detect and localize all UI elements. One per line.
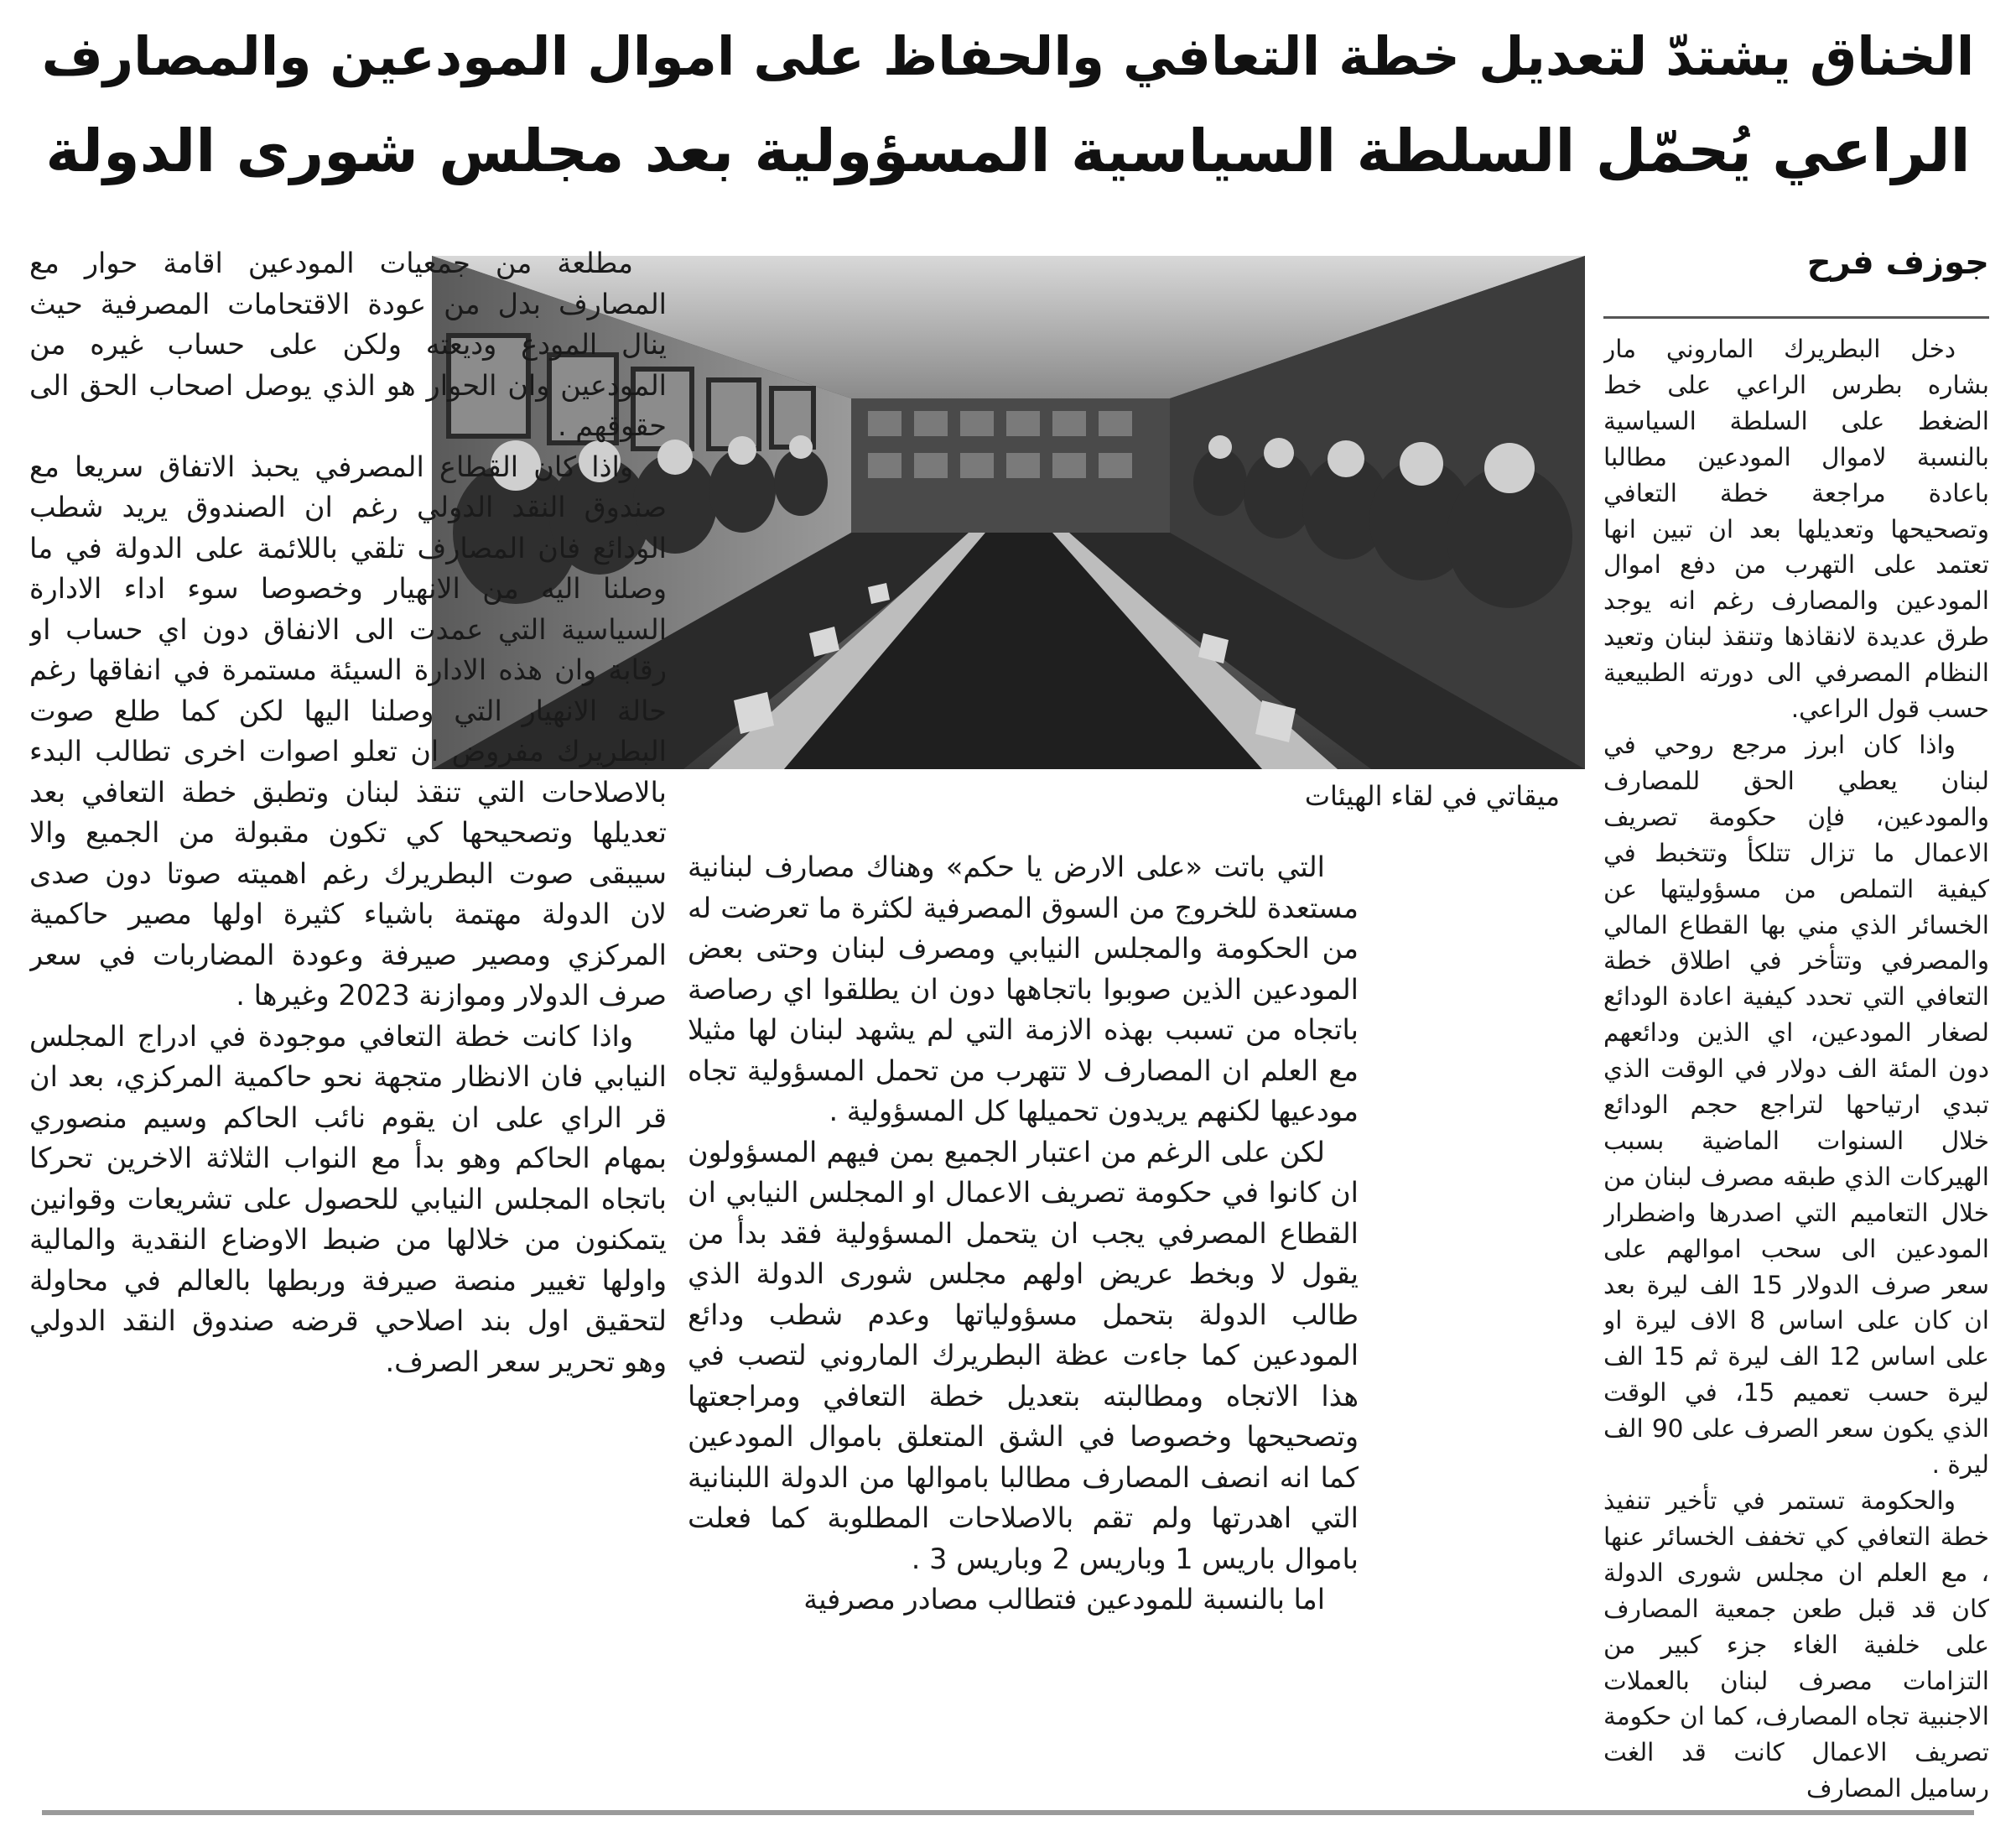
paragraph: واذا كانت خطة التعافي موجودة في ادراج المجلس النيابي فان الانظار متجهة نحو حاكمية المركزي، بعد ان قر الراي على ان يقوم نائب الحاكم وسيم منصوري بمهام الحاكم وهو بدأ مع النواب الثلاثة الاخرين تحركا باتجاه المجلس النيابي للحصول على تشريعات وقوانين يتمكنون من خلالها من ضبط الاوضاع النقدية والمالية واولها تغيير منصة صيرفة وربطها بالعالم في محاولة لتحقيق اول بند اصلاحي قرضه صندوق النقد الدولي وهو تحرير سعر الصرف. (29, 1019, 667, 1378)
paragraph: لكن على الرغم من اعتبار الجميع بمن فيهم المسؤولون ان كانوا في حكومة تصريف الاعمال او المجلس النيابي ان القطاع المصرفي يجب ان يتحمل المسؤولية فقد بدأ من يقول لا وبخط عريض اولهم مجلس شورى الدولة الذي طالب الدولة بتحمل مسؤولياتها وعدم شطب ودائع المودعين كما جاءت عظة البطريرك الماروني لتصب في هذا الاتجاه ومطالبته بتعديل خطة التعافي ومراجعتها وتصحيحها وخصوصا في الشق المتعلق باموال المودعين كما انه انصف المصارف مطالبا باموالها من الدولة اللبنانية التي اهدرتها ولم تقم بالاصلاحات المطلوبة كما فعلت باموال باريس 1 وباريس 2 وباريس 3 . (688, 1135, 1359, 1575)
paragraph: واذا كان ابرز مرجع روحي في لبنان يعطي الحق للمصارف والمودعين، فإن حكومة تصريف الاعمال ما تزال تتلكأ وتتخبط في كيفية التملص من مسؤوليتها عن الخسائر الذي مني بها القطاع المالي والمصرفي وتتأخر في اطلاق خطة التعافي التي تحدد كيفية اعادة الودائع لصغار المودعين، اي الذين ودائعهم دون المئة الف دولار في الوقت الذي تبدي ارتياحها لتراجع حجم الودائع خلال السنوات الماضية بسبب الهيركات الذي طبقه مصرف لبنان من خلال التعاميم التي اصدرها واضطرار المودعين الى سحب اموالهم على سعر صرف الدولار 15 الف ليرة بعد ان كان على اساس 8 الاف ليرة او على اساس 12 الف ليرة ثم 15 الف ليرة حسب تعميم 15، في الوقت الذي يكون سعر الصرف على 90 الف ليرة . (1603, 730, 1989, 1480)
article-column-middle (688, 847, 1359, 1808)
page-bottom-rule (42, 1810, 1974, 1815)
headline-line-1: الخناق يشتدّ لتعديل خطة التعافي والحفاظ على اموال المودعين والمصارف (41, 26, 1975, 87)
headline-line-2: الراعي يُحمّل السلطة السياسية المسؤولية بعد مجلس شورى الدولة (45, 117, 1971, 185)
article-column-left (29, 243, 667, 1808)
byline-divider (1603, 316, 1989, 319)
paragraph: مطلعة من جمعيات المودعين اقامة حوار مع المصارف بدل من عودة الاقتحامات المصرفية حيث ينال المودع وديعته ولكن على حساب غيره من المودعين وان الحوار هو الذي يوصل اصحاب الحق الى حقوقهم . (29, 247, 667, 442)
paragraph: دخل البطريرك الماروني مار بشاره بطرس الراعي على خط الضغط على السلطة السياسية بالنسبة لاموال المودعين مطالبا باعادة مراجعة خطة التعافي وتصحيحها وتعديلها بعد ان تبين انها تعتمد على التهرب من دفع اموال المودعين والمصارف رغم انه يوجد طرق عديدة لانقاذها وتنقذ لبنان وتعيد النظام المصرفي الى دورته الطبيعية حسب قول الراعي. (1603, 335, 1989, 724)
paragraph: والحكومة تستمر في تأخير تنفيذ خطة التعافي كي تخفف الخسائر عنها ، مع العلم ان مجلس شورى الدولة كان قد قبل طعن جمعية المصارف على خلفية الغاء جزء كبير من التزامات مصرف لبنان بالعملات الاجنبية تجاه المصارف، كما ان حكومة تصريف الاعمال كانت قد الغت رساميل المصارف (1603, 1486, 1989, 1803)
photo-caption: ميقاتي في لقاء الهيئات (1304, 780, 1560, 812)
byline: جوزف فرح (1806, 243, 1989, 282)
paragraph: اما بالنسبة للمودعين فتطالب مصادر مصرفية (803, 1583, 1325, 1615)
article-column-right (1603, 331, 1989, 1808)
paragraph: التي باتت «على الارض يا حكم» وهناك مصارف لبنانية مستعدة للخروج من السوق المصرفية لكثرة ما تعرضت له من الحكومة والمجلس النيابي ومصرف لبنان وحتى بعض المودعين الذين صوبوا باتجاهها دون ان يطلقوا اي رصاصة باتجاه من تسبب بهذه الازمة التي لم يشهد لبنان لها مثيلا مع العلم ان المصارف لا تتهرب من تحمل المسؤولية تجاه مودعيها لكنهم يريدون تحميلها كل المسؤولية . (688, 851, 1359, 1127)
paragraph: واذا كان القطاع المصرفي يحبذ الاتفاق سريعا مع صندوق النقد الدولي رغم ان الصندوق يريد شطب الودائع فان المصارف تلقي باللائمة على الدولة في ما وصلنا اليه من الانهيار وخصوصا سوء اداء الادارة السياسية التي عمدت الى الانفاق دون اي حساب او رقابة وان هذه الادارة السيئة مستمرة في انفاقها رغم حالة الانهيار التي وصلنا اليها لكن كما طلع صوت البطريرك مفروض ان تعلو اصوات اخرى تطالب البدء بالاصلاحات التي تنقذ لبنان وتطبق خطة التعافي بعد تعديلها وتصحيحها كي تكون مقبولة من الجميع والا سيبقى صوت البطريرك رغم اهميته صوتا دون صدى لان الدولة مهتمة باشياء كثيرة اولها مصير حاكمية المركزي ومصير صيرفة وعودة المضاربات في سعر صرف الدولار وموازنة 2023 وغيرها . (29, 450, 667, 1012)
